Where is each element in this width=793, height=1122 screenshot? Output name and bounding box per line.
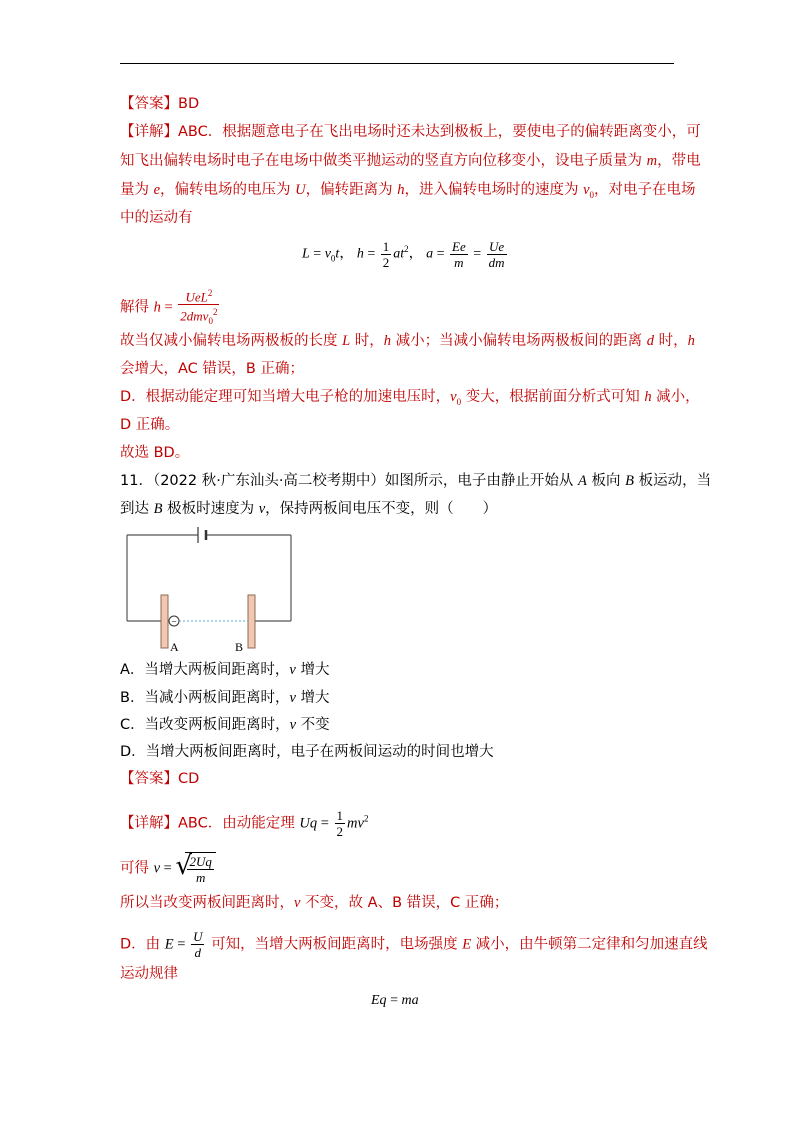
equation-motion: $L = v_0t$， h = $\frac{1}{2}$ $at^2$， a = $\frac{Ee}{m}$ = $\frac{Ue}{dm}$ (302, 239, 505, 270)
plate-a-label: A (170, 640, 179, 654)
answer-line-1: 【答案】BD (120, 96, 200, 112)
detail-line-3: 量为 e，偏转电场的电压为 U，偏转距离为 h，进入偏转电场时的速度为 $v_0$，对电子在电场 (120, 182, 696, 200)
question-11-line-1: 11．（2022 秋·广东汕头·高二校考期中）如图所示，电子由静止开始从 A 板向 B 板运动，当 (120, 473, 712, 489)
option-d-analysis-1: D．根据动能定理可知当增大电子枪的加速电压时，$v_0$ 变大，根据前面分析式可知 h 减小， (120, 389, 700, 407)
option-c: C．当改变两板间距离时，v 不变 (120, 717, 330, 733)
equation-newton: Eq = ma (371, 993, 419, 1008)
detail2-line-5: 运动规律 (120, 966, 178, 982)
choose-line-1: 故选 BD。 (120, 445, 190, 461)
plate-b-label: B (235, 640, 244, 654)
option-d: D．当增大两板间距离时，电子在两板间运动的时间也增大 (120, 744, 494, 760)
electron-sign: − (171, 616, 177, 627)
conclusion-line-1: 故当仅减小偏转电场两极板的长度 L 时，h 减小；当减小偏转电场两极板间的距离 d 时，h (120, 333, 695, 349)
detail2-line-2: 可得 v = √ $\frac{2Uq}{m}$ (120, 852, 216, 885)
detail2-line-4: D．由 E = $\frac{U}{d}$ 可知，当增大两板间距离时，电场强度 E 减小，由牛顿第二定律和匀加速直线 (120, 929, 708, 960)
option-d-analysis-2: D 正确。 (120, 417, 180, 433)
detail-line-2: 知飞出偏转电场时电子在电场中做类平抛运动的竖直方向位移变小，设电子质量为 m，带电 (120, 153, 701, 169)
question-11-line-2: 到达 B 极板时速度为 v，保持两板间电压不变，则（ ） (120, 501, 498, 517)
detail2-line-3: 所以当改变两板间距离时，v 不变，故 A、B 错误，C 正确； (120, 895, 509, 911)
option-b: B．当减小两板间距离时，v 增大 (120, 690, 330, 706)
plate-a (161, 595, 168, 648)
answer-line-2: 【答案】CD (120, 771, 200, 787)
plate-b (248, 595, 255, 648)
circuit-diagram (120, 525, 300, 655)
detail-line-1: 【详解】ABC．根据题意电子在飞出电场时还未达到极板上，要使电子的偏转距离变小，可 (120, 124, 701, 140)
detail2-line-1: 【详解】ABC．由动能定理 Uq = $\frac{1}{2}$ $mv^2$ (120, 808, 369, 839)
conclusion-line-2: 会增大，AC 错误，B 正确； (120, 361, 304, 377)
solution-line: 解得 h = $\frac{UeL^2}{2dmv_0^2}$ (120, 288, 218, 327)
header-rule (120, 63, 674, 64)
detail-line-4: 中的运动有 (120, 210, 193, 226)
option-a: A．当增大两板间距离时，v 增大 (120, 662, 330, 678)
